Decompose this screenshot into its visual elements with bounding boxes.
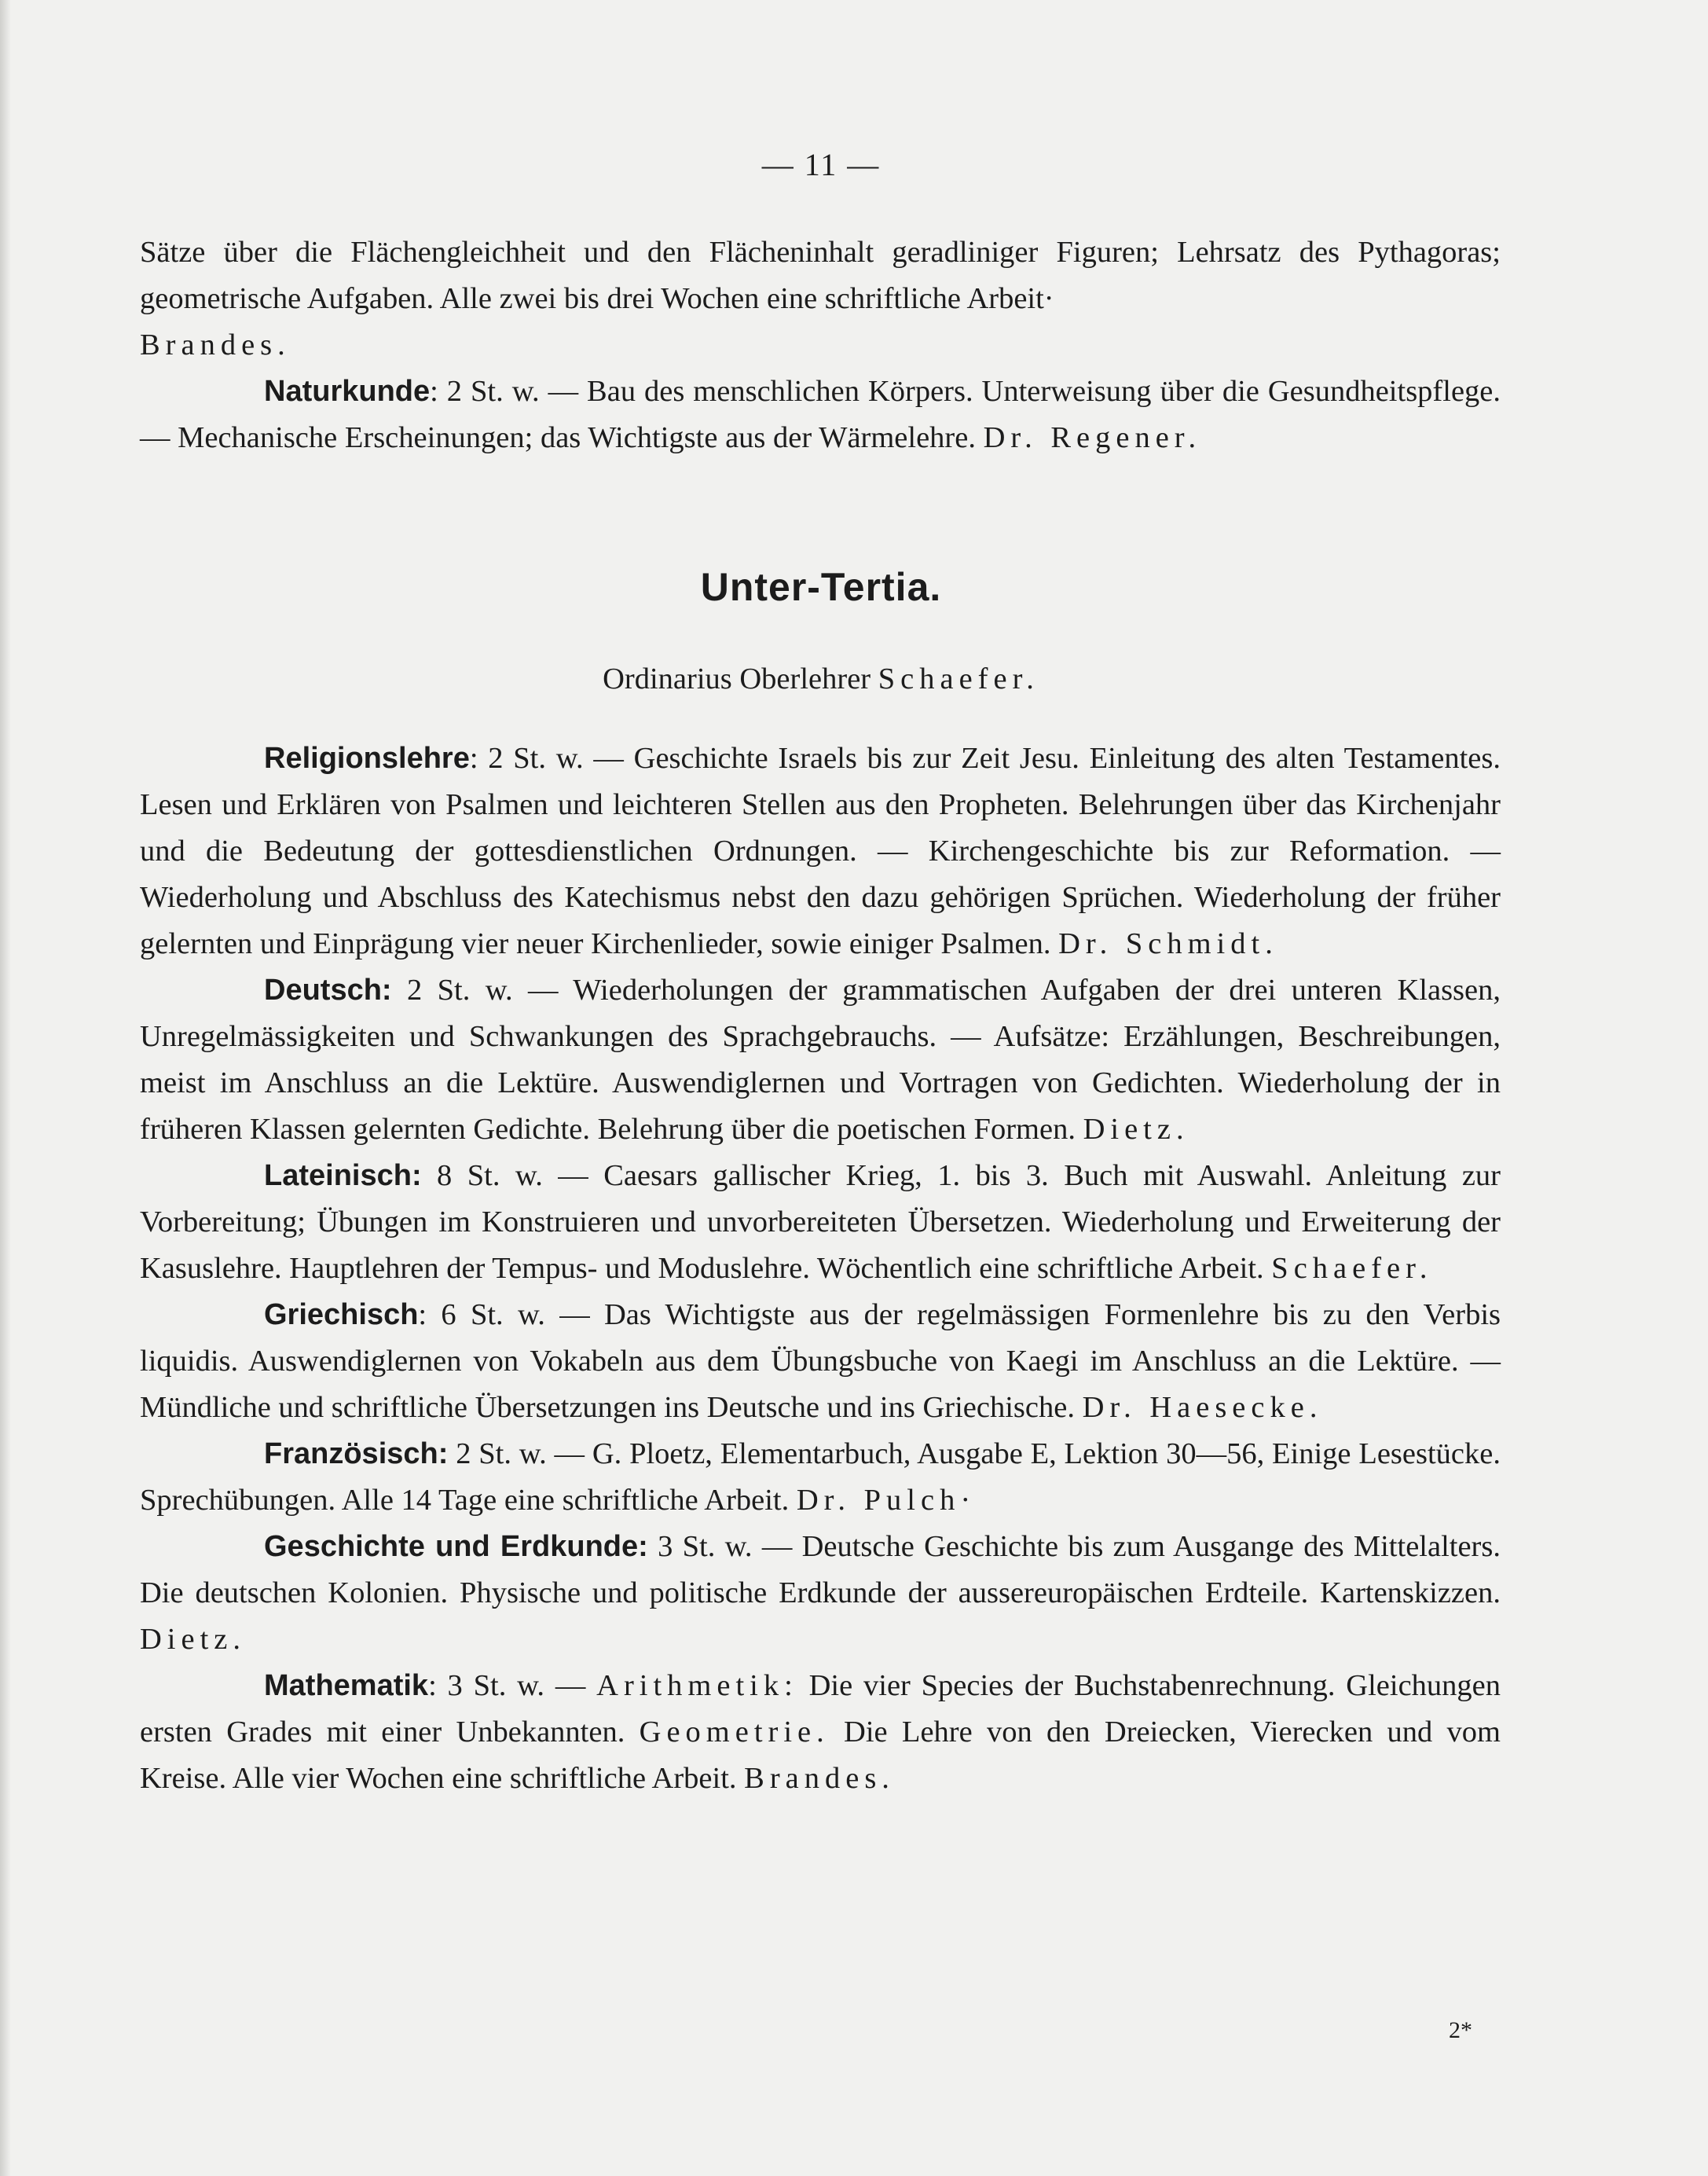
subject-heading: Französisch:	[264, 1437, 449, 1470]
teacher-name: Dietz.	[1083, 1113, 1189, 1146]
teacher-name: Schaefer.	[1271, 1252, 1433, 1285]
spaced-term: Geometrie.	[639, 1715, 830, 1749]
section-title: Unter-Tertia.	[700, 565, 942, 609]
subject-heading: Geschichte und Erdkunde:	[264, 1530, 648, 1563]
subject-text: 3 St. w. — Deutsche Geschichte bis zum Ausgange des Mittelalters. Die deutschen Kolonien. Physische und politische Erdkunde der aussereuropäischen Erdteile. Kartenskizzen.	[140, 1530, 1501, 1609]
teacher-name: Dr. Regener.	[983, 421, 1202, 454]
geometry-paragraph	[140, 229, 1501, 369]
subject-text: 8 St. w. — Caesars gallischer Krieg, 1. bis 3. Buch mit Auswahl. Anleitung zur Vorbereitung; Übungen im Konstruieren und unvorbereiteten Übersetzen. Wiederholung und Erweiterung der Kasuslehre. Hauptlehren der Tempus- und Moduslehre. Wöchentlich eine schriftliche Arbeit.	[140, 1159, 1501, 1285]
subject-heading: Naturkunde	[264, 375, 431, 408]
ordinarius-line	[0, 662, 1642, 696]
previous-section	[140, 229, 1501, 461]
teacher-name: Dr. Haesecke.	[1082, 1391, 1323, 1424]
subject-text: : 2 St. w. — Bau des menschlichen Körpers. Unterweisung über die Gesundheitspflege. — Mechanische Erscheinungen; das Wichtigste aus der Wärmelehre.	[140, 375, 1501, 454]
subject-paragraph-geschichte	[140, 1524, 1501, 1663]
subject-paragraph-deutsch	[140, 967, 1501, 1153]
naturkunde-paragraph	[140, 369, 1501, 461]
teacher-name: Dr. Pulch·	[796, 1484, 977, 1517]
subject-text: : 6 St. w. — Das Wichtigste aus der regelmässigen Formenlehre bis zu den Verbis liquidis. Auswendiglernen von Vokabeln aus dem Übungsbuche von Kaegi im Anschluss an die Lektüre. — Mündliche und schriftliche Übersetzungen ins Deutsche und ins Griechische.	[140, 1298, 1501, 1424]
sheet-signature: 2*	[1449, 2017, 1472, 2043]
subject-heading: Religionslehre	[264, 742, 470, 775]
subject-heading: Deutsch:	[264, 974, 392, 1007]
subject-paragraph-franzoesisch	[140, 1431, 1501, 1524]
subject-paragraph-griechisch	[140, 1292, 1501, 1431]
subject-heading: Mathematik	[264, 1669, 429, 1702]
subject-text: 2 St. w. — G. Ploetz, Elementarbuch, Ausgabe E, Lektion 30—56, Einige Lesestücke. Sprechübungen. Alle 14 Tage eine schriftliche Arbeit.	[140, 1437, 1501, 1517]
subject-text: Die Lehre von den Dreiecken, Vierecken und vom Kreise. Alle vier Wochen eine schriftliche Arbeit.	[140, 1715, 1501, 1795]
page-number: — 11 —	[761, 147, 881, 182]
teacher-name: Brandes.	[140, 328, 291, 361]
subject-text: : 3 St. w. —	[428, 1669, 597, 1702]
subject-text: : 2 St. w. — Geschichte Israels bis zur Zeit Jesu. Einleitung des alten Testamentes. Lesen und Erklären von Psalmen und leichteren Stellen aus den Propheten. Belehrungen über das Kirchenjahr und die Bedeutung der gottesdienstlichen Ordnungen. — Kirchengeschichte bis zur Reformation. — Wiederholung und Abschluss des Katechismus nebst den dazu gehörigen Sprüchen. Wiederholung der früher gelernten und Einprägung vier neuer Kirchenlieder, sowie einiger Psalmen.	[140, 742, 1501, 960]
subject-text: 2 St. w. — Wiederholungen der grammatischen Aufgaben der drei unteren Klassen, Unregelmässigkeiten und Schwankungen des Sprachgebrauchs. — Aufsätze: Erzählungen, Beschreibungen, meist im Anschluss an die Lektüre. Auswendiglernen und Vortragen von Gedichten. Wiederholung der in früheren Klassen gelernten Gedichte. Belehrung über die poetischen Formen.	[140, 974, 1501, 1146]
subject-heading: Lateinisch:	[264, 1159, 422, 1192]
subject-list	[140, 736, 1501, 1802]
ordinarius-prefix: Ordinarius Oberlehrer	[603, 662, 878, 695]
teacher-name: Brandes.	[744, 1762, 895, 1795]
teacher-name: Dr. Schmidt.	[1058, 927, 1278, 960]
subject-text: Die vier Species der Buchstabenrechnung. Gleichungen ersten Grades mit einer Unbekannten.	[140, 1669, 1501, 1749]
subject-paragraph-mathematik	[140, 1663, 1501, 1802]
subject-paragraph-latein	[140, 1153, 1501, 1292]
ordinarius-name: Schaefer.	[878, 662, 1039, 695]
spaced-term: Arithmetik:	[596, 1669, 798, 1702]
subject-paragraph-religion	[140, 736, 1501, 967]
subject-heading: Griechisch	[264, 1298, 419, 1331]
geometry-text: Sätze über die Flächengleichheit und den Flächeninhalt geradliniger Figuren; Lehrsatz des Pythagoras; geometrische Aufgaben. Alle zwei bis drei Wochen eine schriftliche Arbeit·	[140, 236, 1501, 315]
teacher-name: Dietz.	[140, 1623, 246, 1656]
